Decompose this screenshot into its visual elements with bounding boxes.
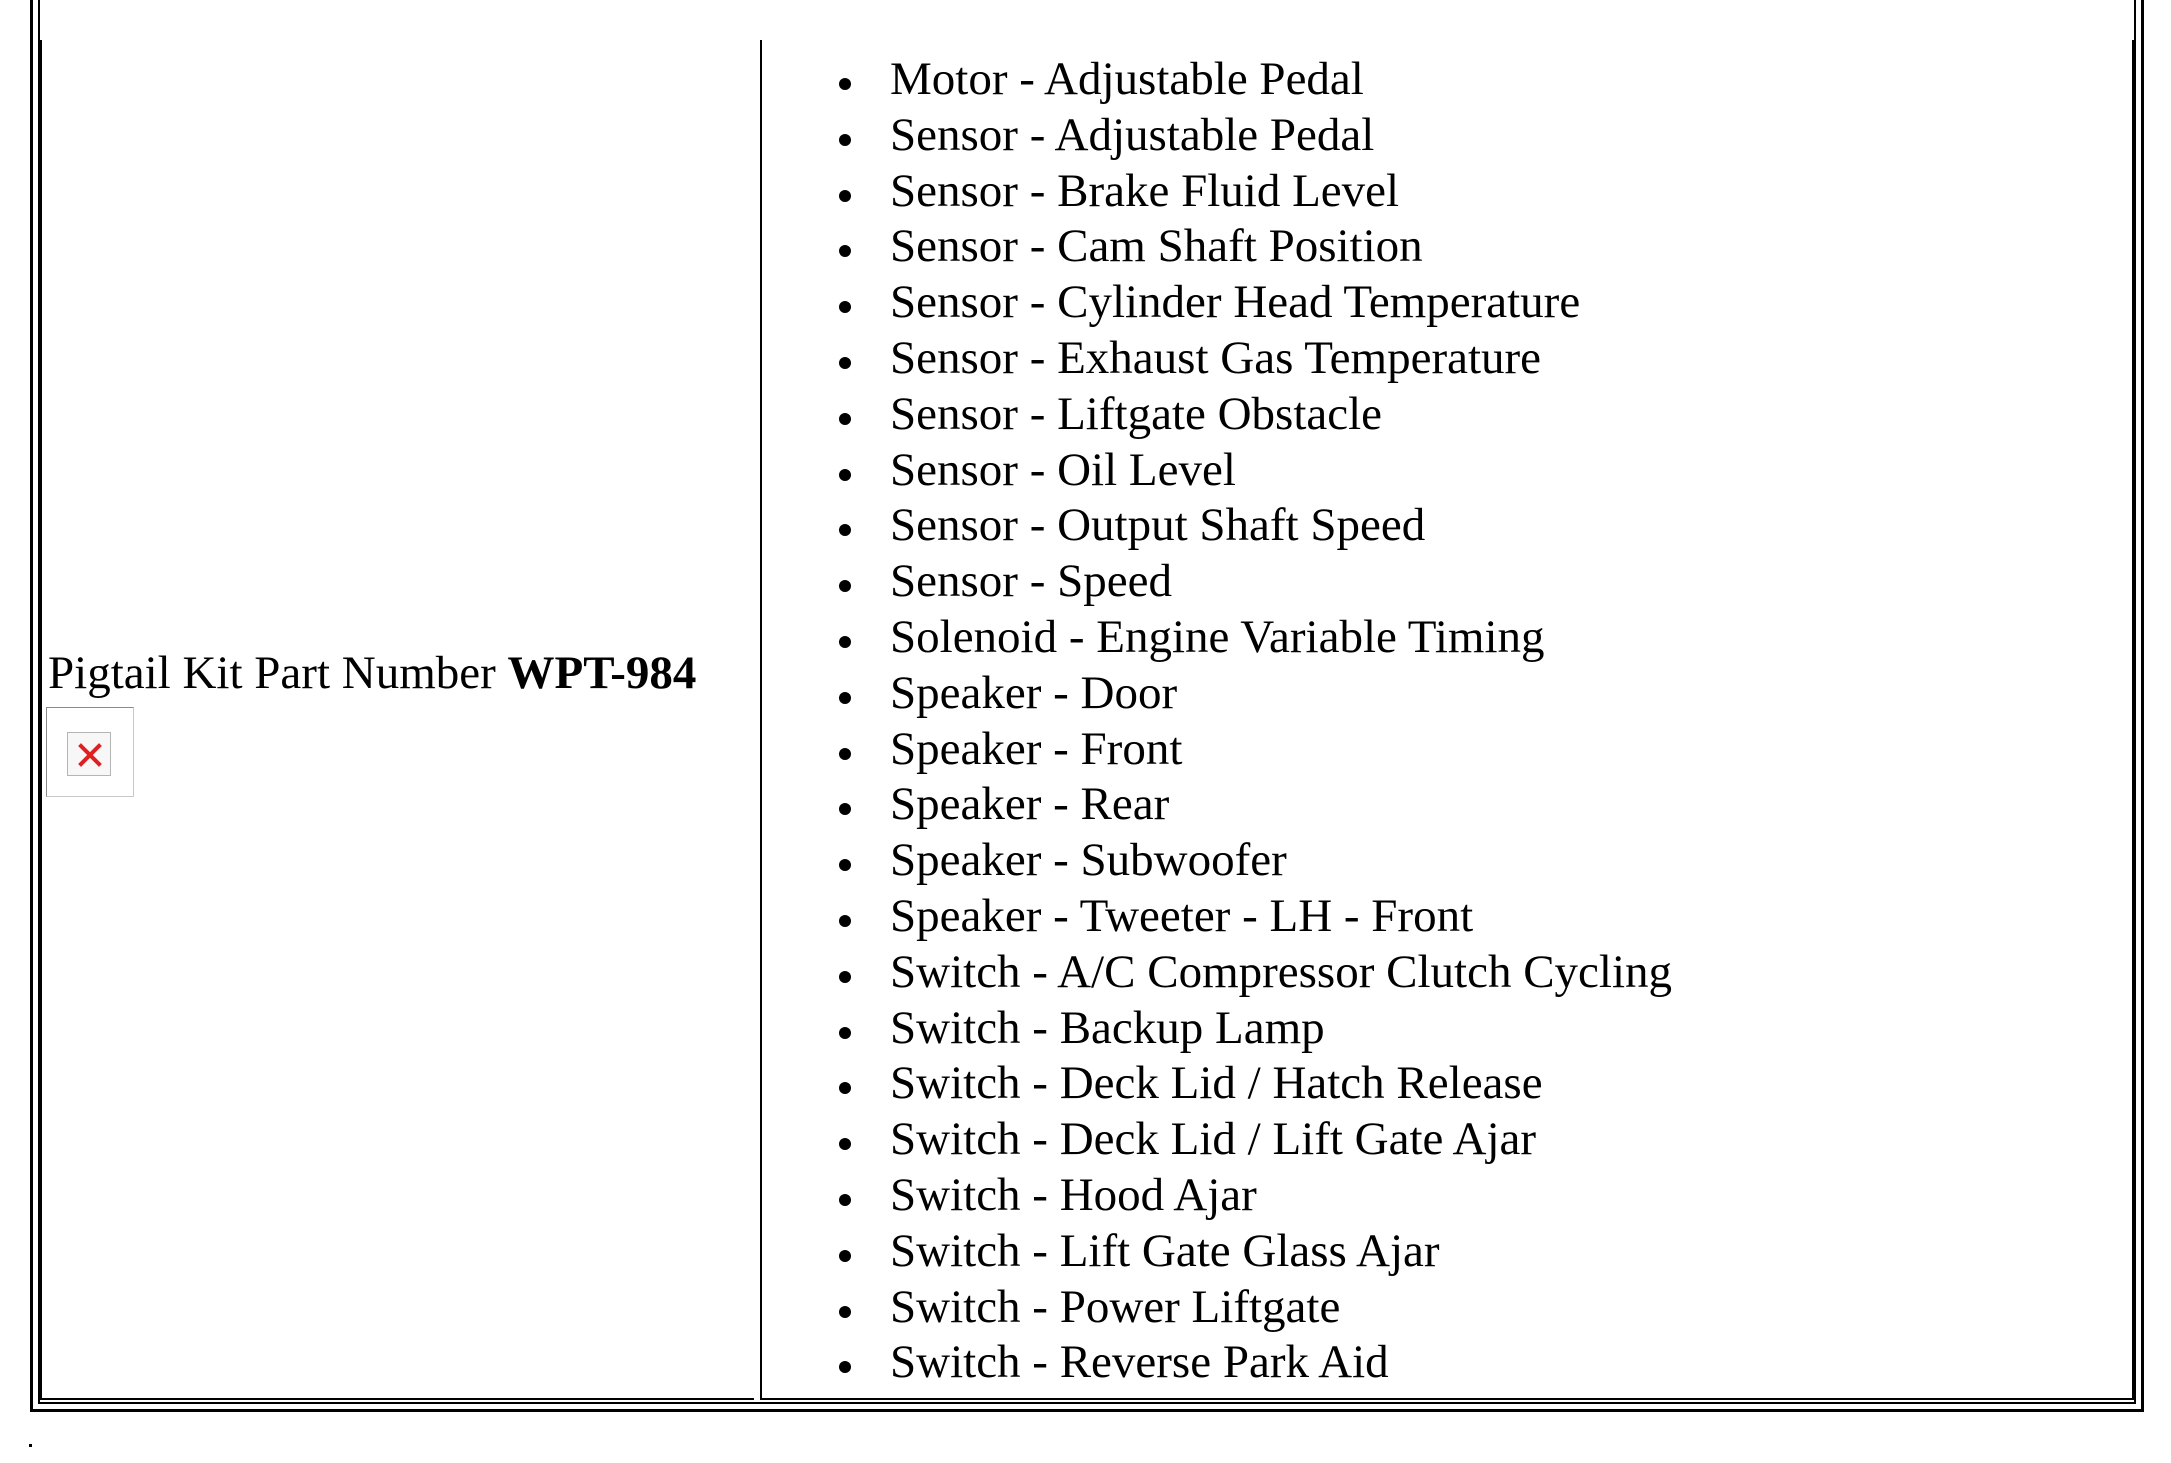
list-item-text: Sensor - Output Shaft Speed bbox=[890, 499, 1426, 552]
bullet-icon bbox=[839, 859, 851, 871]
list-item-text: Speaker - Rear bbox=[890, 778, 1170, 831]
bullet-icon bbox=[839, 1361, 851, 1373]
list-item-text: Speaker - Subwoofer bbox=[890, 834, 1287, 887]
bullet-icon bbox=[839, 134, 851, 146]
bullet-icon bbox=[839, 1138, 851, 1150]
bullet-icon bbox=[839, 245, 851, 257]
bullet-icon bbox=[839, 78, 851, 90]
list-item-text: Sensor - Liftgate Obstacle bbox=[890, 387, 1383, 440]
bullet-icon bbox=[839, 413, 851, 425]
list-item-text: Speaker - Door bbox=[890, 666, 1178, 719]
list-item-text: Switch - Backup Lamp bbox=[890, 1001, 1325, 1054]
bullet-icon bbox=[839, 1306, 851, 1318]
bullet-icon bbox=[839, 692, 851, 704]
list-item-text: Speaker - Tweeter - LH - Front bbox=[890, 889, 1474, 942]
bullet-icon bbox=[839, 1082, 851, 1094]
list-item bbox=[834, 1001, 1672, 1057]
bullet-icon bbox=[839, 1194, 851, 1206]
list-item-text: Switch - Deck Lid / Lift Gate Ajar bbox=[890, 1113, 1537, 1166]
bullet-icon bbox=[839, 357, 851, 369]
list-item bbox=[834, 1335, 1672, 1391]
bullet-icon bbox=[839, 469, 851, 481]
list-item-text: Switch - Lift Gate Glass Ajar bbox=[890, 1224, 1440, 1277]
list-item-text: Sensor - Cam Shaft Position bbox=[890, 220, 1423, 273]
list-item bbox=[834, 1224, 1672, 1280]
stray-dot bbox=[29, 1444, 32, 1447]
list-item-text: Switch - Reverse Park Aid bbox=[890, 1336, 1389, 1389]
kit-label bbox=[48, 646, 696, 700]
bullet-icon bbox=[839, 915, 851, 927]
list-item bbox=[834, 1112, 1672, 1168]
list-item bbox=[834, 443, 1672, 499]
bullet-icon bbox=[839, 636, 851, 648]
part-list bbox=[834, 52, 1672, 1391]
list-item bbox=[834, 1056, 1672, 1112]
bullet-icon bbox=[839, 748, 851, 760]
red-x-icon bbox=[77, 742, 103, 768]
broken-image-icon bbox=[67, 732, 111, 776]
bullet-icon bbox=[839, 1250, 851, 1262]
list-item-text: Switch - Hood Ajar bbox=[890, 1168, 1257, 1221]
list-item bbox=[834, 1168, 1672, 1224]
list-item bbox=[834, 889, 1672, 945]
list-item-text: Sensor - Speed bbox=[890, 555, 1172, 608]
list-item bbox=[834, 52, 1672, 108]
list-item bbox=[834, 331, 1672, 387]
list-item-text: Motor - Adjustable Pedal bbox=[890, 53, 1364, 105]
list-item bbox=[834, 164, 1672, 220]
list-item bbox=[834, 833, 1672, 889]
bullet-icon bbox=[839, 971, 851, 983]
list-item-text: Speaker - Front bbox=[890, 722, 1183, 775]
bullet-icon bbox=[839, 1027, 851, 1039]
bullet-icon bbox=[839, 524, 851, 536]
list-item bbox=[834, 945, 1672, 1001]
list-item-text: Switch - Power Liftgate bbox=[890, 1280, 1341, 1333]
list-item-text: Solenoid - Engine Variable Timing bbox=[890, 610, 1545, 663]
list-item bbox=[834, 219, 1672, 275]
list-item-text: Sensor - Oil Level bbox=[890, 443, 1236, 496]
list-item-text: Sensor - Brake Fluid Level bbox=[890, 164, 1400, 217]
bullet-icon bbox=[839, 580, 851, 592]
kit-cell bbox=[40, 40, 754, 1400]
list-item-text: Switch - A/C Compressor Clutch Cycling bbox=[890, 945, 1673, 998]
list-item-text: Sensor - Adjustable Pedal bbox=[890, 108, 1375, 161]
list-item-text: Sensor - Exhaust Gas Temperature bbox=[890, 331, 1542, 384]
list-item bbox=[834, 108, 1672, 164]
bullet-icon bbox=[839, 803, 851, 815]
bullet-icon bbox=[839, 190, 851, 202]
list-item bbox=[834, 610, 1672, 666]
list-item bbox=[834, 498, 1672, 554]
list-item-text: Switch - Deck Lid / Hatch Release bbox=[890, 1057, 1543, 1110]
list-item bbox=[834, 275, 1672, 331]
list-item bbox=[834, 1280, 1672, 1336]
kit-label-text: Pigtail Kit Part Number bbox=[48, 647, 508, 699]
broken-image-placeholder bbox=[46, 707, 134, 797]
list-item bbox=[834, 387, 1672, 443]
kit-part-number: WPT-984 bbox=[507, 647, 697, 699]
list-item bbox=[834, 666, 1672, 722]
list-item bbox=[834, 722, 1672, 778]
list-item-text: Sensor - Cylinder Head Temperature bbox=[890, 276, 1581, 329]
list-item bbox=[834, 777, 1672, 833]
list-item bbox=[834, 554, 1672, 610]
bullet-icon bbox=[839, 301, 851, 313]
